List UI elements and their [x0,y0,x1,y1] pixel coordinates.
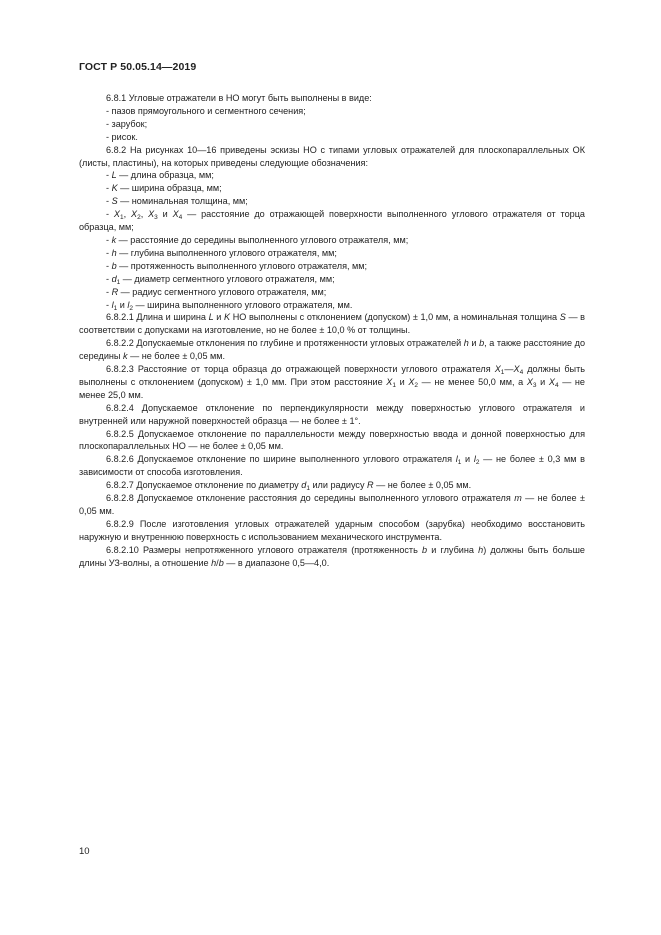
paragraph: - S — номинальная толщина, мм; [106,196,248,207]
paragraph: - пазов прямоугольного и сегментного сечения; [106,105,306,116]
page-number: 10 [79,846,90,857]
paragraph: 6.8.2.9 После изготовления угловых отражателей ударным способом (зарубка) необходимо восстановить наружную и внутреннюю поверхность с использованием механического инструмента. [79,518,585,542]
paragraph: - k — расстояние до середины выполненного углового отражателя, мм; [106,234,409,245]
paragraph: 6.8.2.6 Допускаемое отклонение по ширине выполненного углового отражателя $l_1$ и $l_2$ — не более ± 0,3 мм в зависимости от способа изготовления. [79,454,585,478]
paragraph: 6.8.2 На рисунках 10—16 приведены эскизы НО с типами угловых отражателей для плоскопараллельных ОК (листы, пластины), на которых приведены следующие обозначения: [79,144,585,168]
paragraph: 6.8.2.2 Допускаемые отклонения по глубине и протяженности угловых отражателей h и b, а также расстояние до середины k — не более ± 0,05 мм. [79,338,585,362]
paragraph: - зарубок; [106,118,148,129]
paragraph: 6.8.2.10 Размеры непротяженного углового отражателя (протяженность b и глубина h) должны быть больше длины УЗ-волны, а отношение h/b — в диапазоне 0,5—4,0. [79,544,585,568]
paragraph: - R — радиус сегментного углового отражателя, мм; [106,286,327,297]
paragraph: - L — длина образца, мм; [106,170,214,181]
paragraph: 6.8.2.1 Длина и ширина L и K НО выполнены с отклонением (допуском) ± 1,0 мм, а номинальная толщина S — в соответствии с допусками на изготовление, но не более ± 10,0 % от толщины. [79,312,585,336]
paragraph: - $l_1$ и $l_2$ — ширина выполненного углового отражателя, мм. [106,299,353,312]
paragraph: 6.8.2.5 Допускаемое отклонение по параллельности между поверхностью ввода и донной поверхностью для плоскопараллельных НО — не более ± 0,05 мм. [79,428,585,452]
document-header: ГОСТ Р 50.05.14—2019 [79,61,197,73]
paragraph: - K — ширина образца, мм; [106,183,222,194]
paragraph: 6.8.2.8 Допускаемое отклонение расстояния до середины выполненного углового отражателя m — не более ± 0,05 мм. [79,493,585,516]
paragraph: - $X_1$, $X_2$, $X_3$ и $X_4$ — расстояние до отражающей поверхности выполненного углового отражателя от торца образца, мм; [79,209,585,233]
paragraph: - рисок. [106,131,138,142]
paragraph: - h — глубина выполненного углового отражателя, мм; [106,247,337,258]
paragraph: 6.8.2.7 Допускаемое отклонение по диаметру $d_1$ или радиусу R — не более ± 0,05 мм. [106,480,472,493]
paragraph: 6.8.2.4 Допускаемое отклонение по перпендикулярности между поверхностью углового отражателя и внутренней или наружной поверхностей образца — не более ± 1°. [79,402,585,426]
paragraph: 6.8.1 Угловые отражатели в НО могут быть выполнены в виде: [106,93,372,103]
paragraph: 6.8.2.3 Расстояние от торца образца до отражающей поверхности углового отражателя $X_1—X_4$ должны быть выполнены с отклонением (допуском) ± 1,0 мм. При этом расстояние $X_1$ и $X_2$ — не менее 50,0 мм, а $X_3$ и $X_4$ — не менее 25,0 мм. [79,364,585,400]
paragraph: - $d_1$ — диаметр сегментного углового отражателя, мм; [106,273,335,286]
document-body [79,92,585,570]
paragraph: - b — протяженность выполненного углового отражателя, мм; [106,260,368,271]
